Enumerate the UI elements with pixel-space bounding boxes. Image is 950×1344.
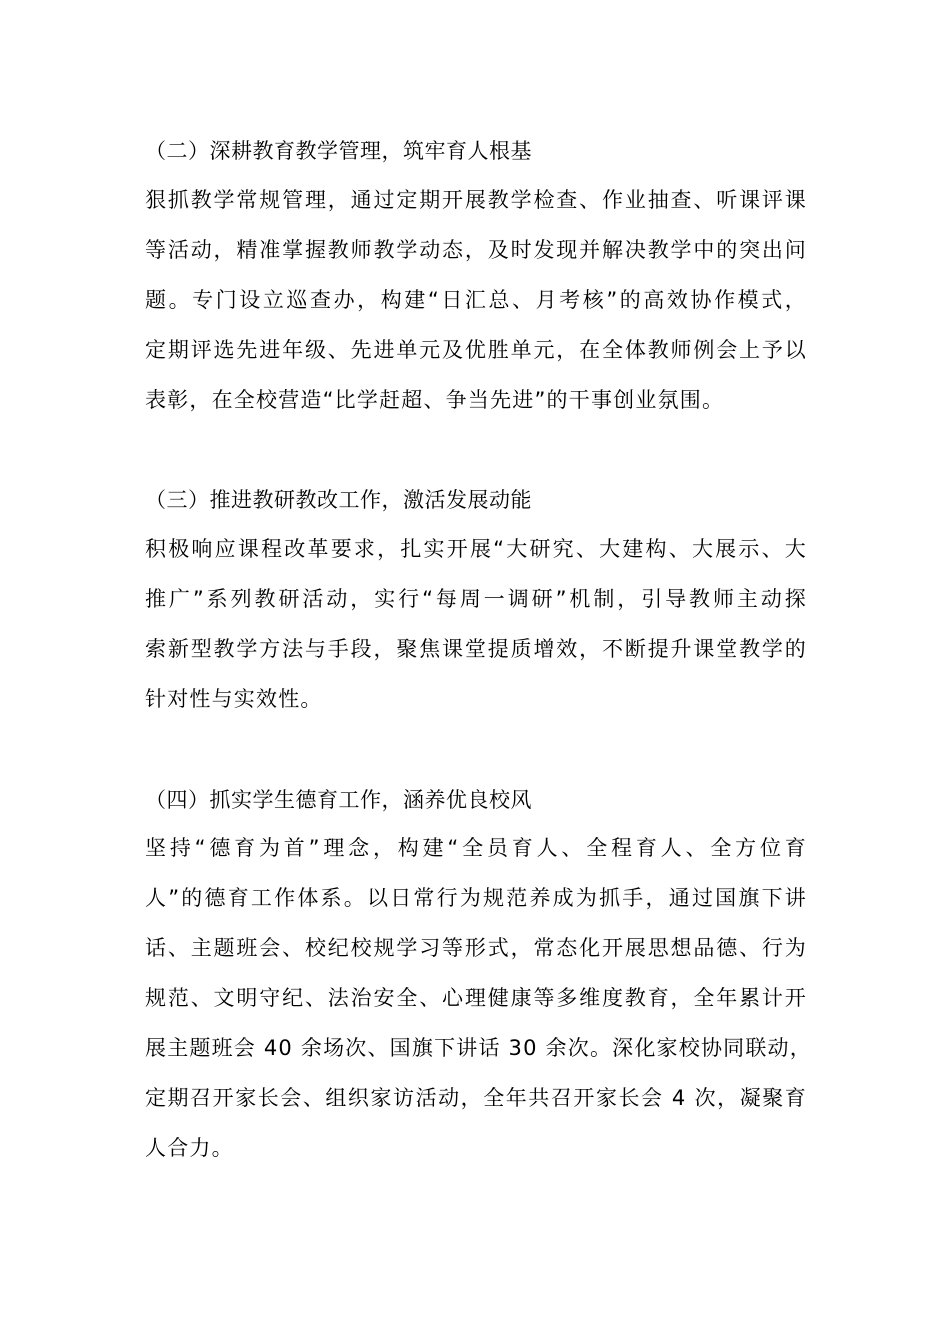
text-line: 话、主题班会、校纪校规学习等形式，常态化开展思想品德、行为 [145,936,807,960]
text-line: 表彰，在全校营造“比学赶超、争当先进”的干事创业氛围。 [145,388,725,412]
section-body-2 [145,175,807,425]
section-heading-2: （二）深耕教育教学管理，筑牢育人根基 [145,139,532,163]
section-heading-4: （四）抓实学生德育工作，涵养优良校风 [145,788,532,812]
text-line: 定期评选先进年级、先进单元及优胜单元，在全体教师例会上予以 [145,338,807,362]
text-line: 索新型教学方法与手段，聚焦课堂提质增效，不断提升课堂教学的 [145,637,807,661]
section-body-4 [145,823,812,1173]
text-line: 题。专门设立巡查办，构建“日汇总、月考核”的高效协作模式， [145,288,807,312]
text-line: 积极响应课程改革要求，扎实开展“大研究、大建构、大展示、大 [145,537,807,561]
text-line: 推广”系列教研活动，实行“每周一调研”机制，引导教师主动探 [145,587,807,611]
section-body-3 [145,524,807,724]
text-line: 人”的德育工作体系。以日常行为规范养成为抓手，通过国旗下讲 [145,886,807,910]
text-line: 展主题班会 40 余场次、国旗下讲话 30 余次。深化家校协同联动， [145,1036,812,1060]
text-line: 等活动，精准掌握教师教学动态，及时发现并解决教学中的突出问 [145,238,807,262]
text-line: 定期召开家长会、组织家访活动，全年共召开家长会 4 次，凝聚育 [145,1086,807,1110]
text-line: 狠抓教学常规管理，通过定期开展教学检查、作业抽查、听课评课 [145,188,807,212]
text-line: 坚持“德育为首”理念，构建“全员育人、全程育人、全方位育 [145,836,807,860]
section-heading-3: （三）推进教研教改工作，激活发展动能 [145,488,532,512]
text-line: 规范、文明守纪、法治安全、心理健康等多维度教育，全年累计开 [145,986,807,1010]
text-line: 人合力。 [145,1136,234,1160]
text-line: 针对性与实效性。 [145,687,323,711]
